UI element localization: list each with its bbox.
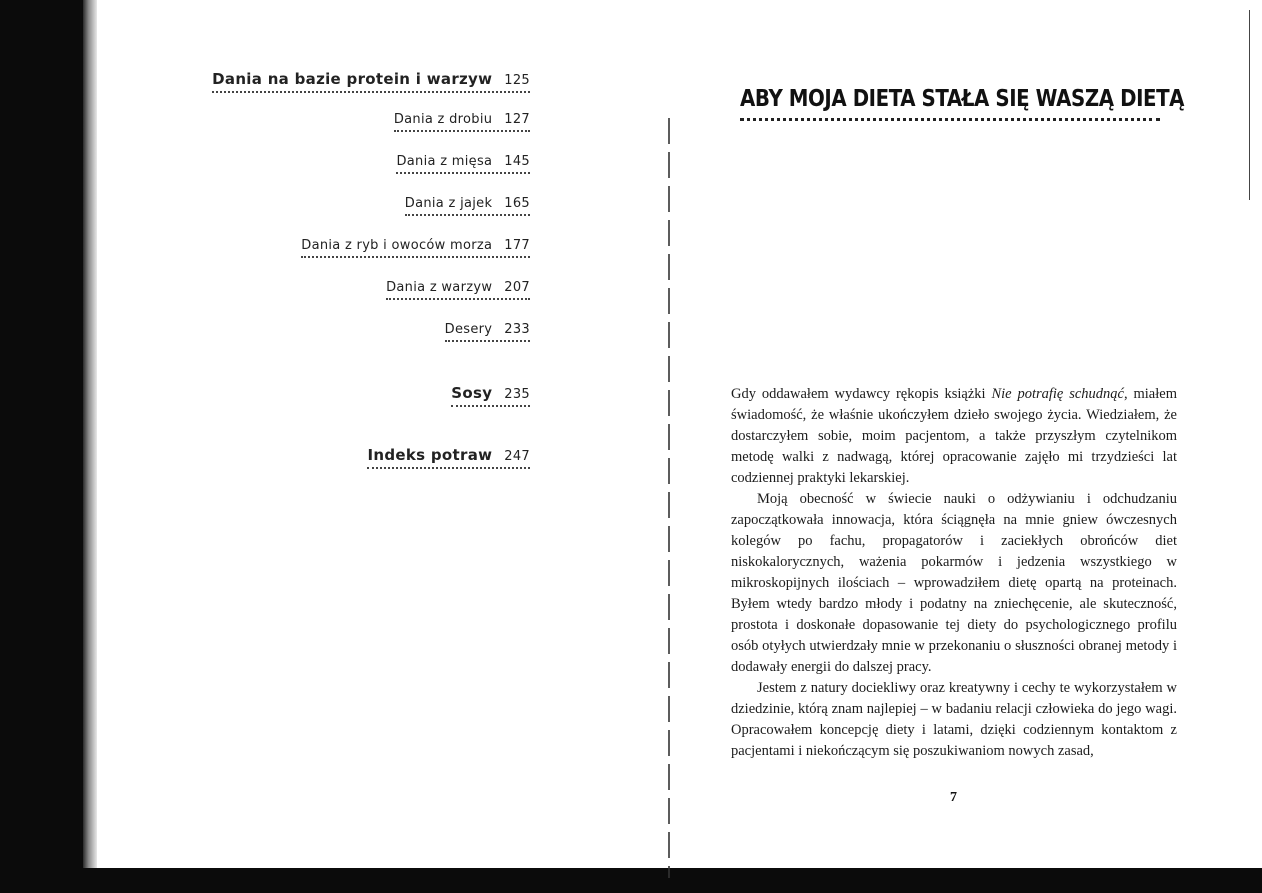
- toc-item[interactable]: [394, 112, 530, 132]
- toc-item[interactable]: [212, 70, 530, 93]
- toc-item[interactable]: [405, 196, 530, 216]
- toc-item[interactable]: [367, 446, 530, 469]
- toc-item-label: Dania z mięsa: [396, 154, 493, 169]
- paragraph: Jestem z natury dociekliwy oraz kreatywny i cechy te wykorzystałem w dziedzinie, którą znam najlepiej – w badaniu relacji człowieka do jego wagi. Opracowałem koncepcję diety i latami, dzięki codziennym kontaktom z pacjentami i niekończącym się poszukiwaniom nowych zasad,: [731, 680, 1177, 759]
- toc-item[interactable]: [445, 322, 530, 342]
- book-gutter: [668, 118, 670, 878]
- scan-shadow-left-edge: [83, 0, 97, 893]
- toc-item-label: Dania z jajek: [404, 196, 493, 211]
- toc-item-label: Dania z drobiu: [393, 112, 493, 127]
- scan-shadow-bottom: [0, 868, 1262, 893]
- toc-item-page: 247: [504, 449, 530, 464]
- page-number: 7: [950, 790, 957, 805]
- toc-item[interactable]: [386, 280, 530, 300]
- paragraph: Moją obecność w świecie nauki o odżywianiu i odchudzaniu zapoczątkowała innowacja, która ściągnęła na mnie gniew ówczesnych kolegów po fachu, propagatorów i zaciekłych obrońców diet niskokalorycznych, ważenia pokarmów i jedzenia wszystkiego w mikroskopijnych ilościach – wprowadziłem dietę opartą na proteinach. Byłem wtedy bardzo młody i podatny na zniechęcenie, ale skuteczność, prostota i doskonałe dopasowanie tej diety do psychologicznego profilu osób otyłych utwierdzały mnie w przekonaniu o słuszności obranej metody i dodawały energii do dalszej pracy.: [731, 491, 1177, 675]
- toc-item-label: Sosy: [451, 384, 493, 402]
- toc-item-label: Indeks potraw: [367, 446, 493, 464]
- book-title: Nie potrafię schudnąć: [991, 386, 1124, 402]
- paragraph: [731, 384, 1177, 489]
- toc-item-page: 207: [504, 280, 530, 295]
- toc-item-label: Dania z ryb i owoców morza: [301, 238, 493, 253]
- paragraph-text: Gdy oddawałem wydawcy rękopis książki: [731, 386, 992, 402]
- toc-item-page: 235: [504, 387, 530, 402]
- scan-shadow-left: [0, 0, 83, 893]
- toc-item-page: 127: [504, 112, 530, 127]
- toc-item-label: Dania na bazie protein i warzyw: [212, 70, 493, 88]
- toc-item-label: Desery: [444, 322, 493, 337]
- toc-item[interactable]: [396, 154, 530, 174]
- toc-item-page: 145: [504, 154, 530, 169]
- toc-item-page: 233: [504, 322, 530, 337]
- page-edge-line: [1249, 10, 1250, 200]
- chapter-title: ABY MOJA DIETA STAŁA SIĘ WASZĄ DIETĄ: [740, 86, 1185, 112]
- toc-item-page: 165: [504, 196, 530, 211]
- chapter-body: [731, 384, 1177, 762]
- toc-item[interactable]: [301, 238, 530, 258]
- title-dotted-rule: [740, 118, 1160, 125]
- toc-item-page: 177: [504, 238, 530, 253]
- toc-item-page: 125: [504, 73, 530, 88]
- paragraph-text: , miałem świadomość, że właśnie ukończyłem dzieło swojego życia. Wiedziałem, że dostarczyłem sobie, moim pacjentom, a także przyszłym czytelnikom metodę walki z nadwagą, której opracowanie zajęło mi trzydzieści lat codziennej praktyki lekarskiej.: [731, 386, 1177, 486]
- toc-item[interactable]: [451, 384, 530, 407]
- toc-item-label: Dania z warzyw: [386, 280, 493, 295]
